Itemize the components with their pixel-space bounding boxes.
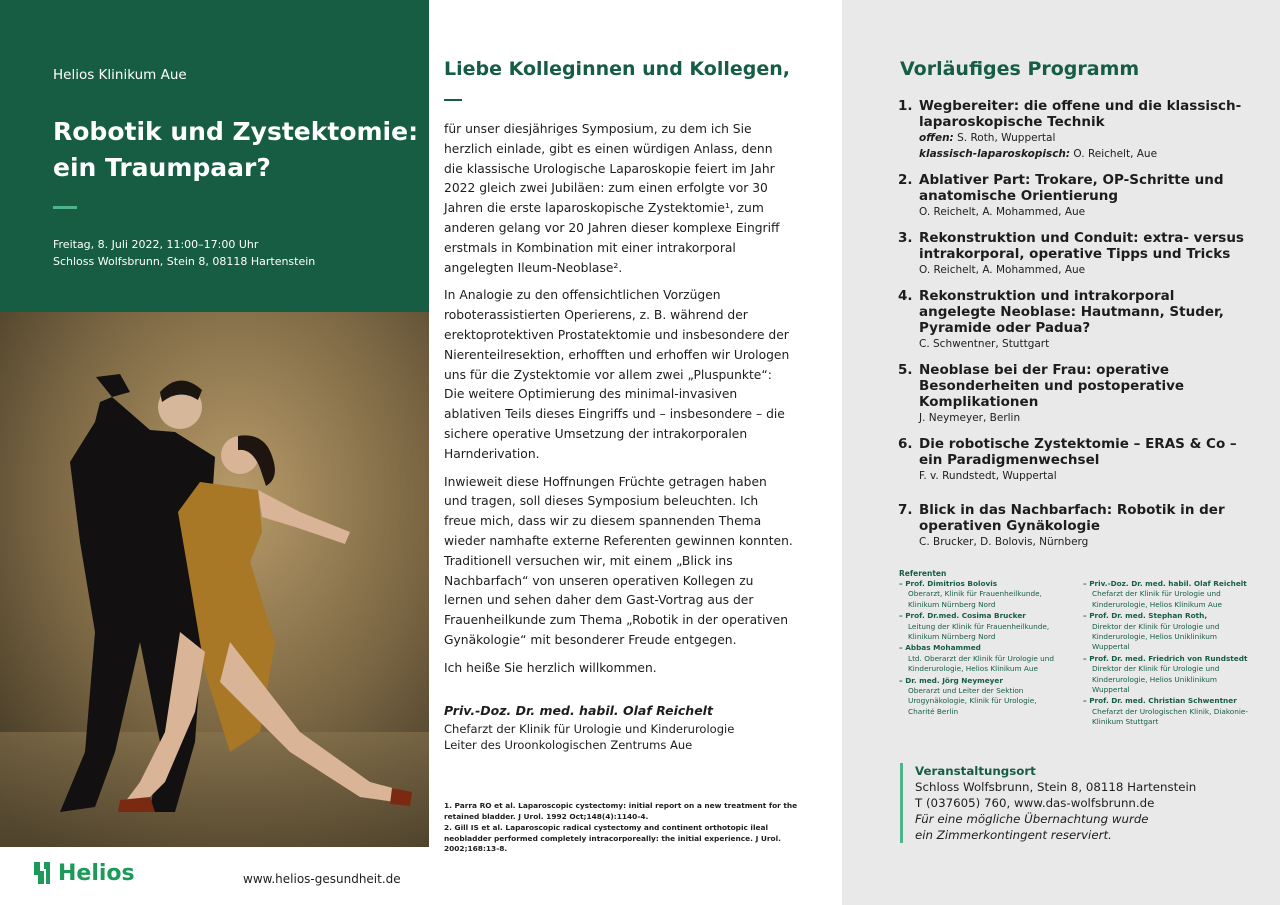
speaker-text: O. Reichelt, A. Mohammed, Aue: [919, 264, 1086, 276]
referent-name: – Prof. Dr. med. Friedrich von Rundstedt: [1083, 654, 1249, 664]
program-item-title: Wegbereiter: die offene und die klassisch-laparoskopische Technik: [919, 98, 1242, 130]
program-item-title: Rekonstruktion und Conduit: extra- versus intrakorporal, operative Tipps und Tricks: [919, 230, 1244, 262]
program-item-title: Rekonstruktion und intrakorporal angelegte Neoblase: Hautmann, Studer, Pyramide oder Padua?: [919, 288, 1224, 336]
dancers-photo: [0, 312, 429, 847]
speaker-text: J. Neymeyer, Berlin: [919, 412, 1021, 424]
program-item-title: Neoblase bei der Frau: operative Besonderheiten und postoperative Komplikationen: [919, 362, 1185, 410]
program-item: [898, 502, 1248, 550]
program-item-body: [919, 362, 1248, 426]
referent: [1083, 696, 1249, 727]
program-item-number: 5.: [898, 362, 913, 378]
referent-name: – Prof. Dr.med. Cosima Brucker: [899, 611, 1065, 621]
program-item-title: Die robotische Zystektomie – ERAS & Co – ein Paradigmenwechsel: [919, 436, 1237, 468]
event-location: Schloss Wolfsbrunn, Stein 8, 08118 Hartenstein: [53, 255, 316, 268]
program-item-speaker: [919, 205, 1248, 220]
referent-name: – Priv.-Doz. Dr. med. habil. Olaf Reichelt: [1083, 579, 1249, 589]
referent-name: – Prof. Dimitrios Bolovis: [899, 579, 1065, 589]
speaker-text: C. Schwentner, Stuttgart: [919, 338, 1050, 350]
referent-description: Ltd. Oberarzt der Klinik für Urologie und Kinderurologie, Helios Klinikum Aue: [908, 653, 1055, 674]
speaker-text: O. Reichelt, A. Mohammed, Aue: [919, 206, 1086, 218]
event-date: Freitag, 8. Juli 2022, 11:00–17:00 Uhr: [53, 238, 259, 251]
referent-description: Oberarzt und Leiter der Sektion Urogynäkologie, Klinik für Urologie, Charité Berlin: [908, 686, 1037, 716]
letter-column: [429, 0, 842, 905]
referents-column: [1083, 579, 1249, 729]
program-item-speaker: [919, 469, 1248, 484]
referent: [899, 676, 1065, 718]
referent: [899, 579, 1065, 610]
program-item-body: [919, 230, 1248, 278]
page-title: [53, 114, 423, 186]
speaker-label: klassisch-laparoskopisch:: [919, 148, 1071, 160]
signature-role: Leiter des Uroonkologischen Zentrums Aue: [444, 738, 693, 752]
signature-role: Chefarzt der Klinik für Urologie und Kinderurologie: [444, 722, 735, 736]
referent-name: – Prof. Dr. med. Christian Schwentner: [1083, 696, 1249, 706]
title-line-1: Robotik und Zystektomie:: [53, 117, 419, 146]
program-item-title: Ablativer Part: Trokare, OP-Schritte und anatomische Orientierung: [919, 172, 1224, 204]
referent: [899, 643, 1065, 674]
program-item: [898, 172, 1248, 220]
venue-block: [900, 763, 1230, 843]
referent: [1083, 611, 1249, 653]
speaker-label: offen:: [919, 132, 954, 144]
program-item-number: 3.: [898, 230, 913, 246]
program-item-body: [919, 502, 1248, 550]
program-item: [898, 436, 1248, 484]
website-link[interactable]: www.helios-gesundheit.de: [243, 872, 401, 886]
venue-contact: T (037605) 760, www.das-wolfsbrunn.de: [915, 796, 1155, 810]
venue-title: Veranstaltungsort: [915, 764, 1036, 778]
referents-column: [899, 579, 1065, 729]
program-item-body: [919, 98, 1248, 162]
title-divider: [53, 206, 77, 209]
referent-description: Direktor der Klinik für Urologie und Kinderurologie, Helios Uniklinikum Wuppertal: [1092, 621, 1220, 652]
program-item-body: [919, 172, 1248, 220]
referents-list: [899, 579, 1249, 729]
venue-note: ein Zimmerkontingent reserviert.: [915, 828, 1112, 842]
program-list: [898, 98, 1248, 560]
referent-description: Chefarzt der Urologischen Klinik, Diakonie-Klinikum Stuttgart: [1092, 706, 1249, 727]
referent: [899, 611, 1065, 642]
event-info: [53, 236, 315, 270]
title-line-2: ein Traumpaar?: [53, 153, 271, 182]
signature-block: [444, 703, 804, 753]
program-title: Vorläufiges Programm: [900, 58, 1140, 80]
letter-paragraph: Inwieweit diese Hoffnungen Früchte getragen haben und tragen, soll dieses Symposium beleuchten. Ich freue mich, dass wir zu diesem spannenden Thema wieder namhafte externe Referenten gewinnen konnten. Traditionell versuchen wir, mit einem „Blick ins Nachbarfach“ von unseren operativen Kollegen zu lernen und sehen daher dem Gast-Vortrag aus der Frauenheilkunde zum Thema „Robotik in der operativen Gynäkologie“ mit besonderer Freude entgegen.: [444, 474, 793, 647]
referent-description: Chefarzt der Klinik für Urologie und Kinderurologie, Helios Klinikum Aue: [1092, 589, 1223, 609]
program-item-speaker: [919, 131, 1248, 146]
referent: [1083, 579, 1249, 610]
referent-description: Leitung der Klinik für Frauenheilkunde, Klinikum Nürnberg Nord: [908, 621, 1050, 642]
letter-greeting: Liebe Kolleginnen und Kollegen,: [444, 58, 791, 80]
program-item-speaker: [919, 411, 1248, 426]
helios-logo: [32, 860, 135, 886]
speaker-text: O. Reichelt, Aue: [1070, 148, 1158, 160]
dancers-illustration: [0, 312, 429, 847]
referent: [1083, 654, 1249, 696]
referent-name: – Abbas Mohammed: [899, 643, 1065, 653]
helios-logo-icon: [32, 860, 52, 886]
program-item-speaker: [919, 535, 1248, 550]
program-item-number: 6.: [898, 436, 913, 452]
signature-name: Priv.-Doz. Dr. med. habil. Olaf Reichelt: [444, 703, 713, 718]
referent-description: Oberarzt, Klinik für Frauenheilkunde, Klinikum Nürnberg Nord: [908, 589, 1042, 609]
footnotes: [444, 801, 804, 856]
program-item: [898, 98, 1248, 162]
left-panel: [0, 0, 429, 905]
logo-text: Helios: [58, 860, 135, 886]
program-item-number: 1.: [898, 98, 913, 114]
program-item-speaker: [919, 337, 1248, 352]
speaker-text: F. v. Rundstedt, Wuppertal: [919, 470, 1057, 482]
program-item-number: 4.: [898, 288, 913, 304]
speaker-text: S. Roth, Wuppertal: [953, 132, 1056, 144]
referents-title: Referenten: [899, 569, 947, 578]
clinic-name: Helios Klinikum Aue: [53, 67, 187, 83]
speaker-text: C. Brucker, D. Bolovis, Nürnberg: [919, 536, 1089, 548]
referent-name: – Prof. Dr. med. Stephan Roth,: [1083, 611, 1249, 621]
program-item-number: 7.: [898, 502, 913, 518]
venue-note: Für eine mögliche Übernachtung wurde: [915, 812, 1149, 826]
program-item-speaker: [919, 263, 1248, 278]
footnote: 1. Parra RO et al. Laparoscopic cystectomy: initial report on a new treatment for the retained bladder. J Urol. 1992 Oct;148(4):1140-4.: [444, 801, 798, 821]
referent-description: Direktor der Klinik für Urologie und Kinderurologie, Helios Uniklinikum Wuppertal: [1092, 664, 1220, 695]
greeting-divider: [444, 99, 462, 101]
program-item-title: Blick in das Nachbarfach: Robotik in der operativen Gynäkologie: [919, 502, 1225, 534]
program-item-body: [919, 288, 1248, 352]
footnote: 2. Gill IS et al. Laparoscopic radical cystectomy and continent orthotopic ileal neobladder performed completely intracorporeally: the initial experience. J Urol. 2002;168:13-8.: [444, 823, 781, 853]
letter-paragraph: Ich heiße Sie herzlich willkommen.: [444, 660, 657, 675]
program-item-body: [919, 436, 1248, 484]
venue-address: Schloss Wolfsbrunn, Stein 8, 08118 Hartenstein: [915, 780, 1197, 794]
program-item-speaker: [919, 147, 1248, 162]
program-item: [898, 362, 1248, 426]
program-item: [898, 230, 1248, 278]
letter-paragraph: für unser diesjähriges Symposium, zu dem ich Sie herzlich einlade, gibt es einen würdigen Anlass, denn die klassische Urologische Laparoskopie feiert im Jahr 2022 gleich zwei Jubiläen: zum einen erfolgte vor 30 Jahren die erste laparoskopische Zystektomie¹, zum anderen gelang vor 20 Jahren dieser komplexe Eingriff erstmals in Kombination mit einer intrakorporal angelegten Ileum-Neoblase².: [444, 122, 780, 275]
program-item: [898, 288, 1248, 352]
program-column: [842, 0, 1280, 905]
letter-body: [444, 120, 794, 687]
program-item-number: 2.: [898, 172, 913, 188]
letter-paragraph: In Analogie zu den offensichtlichen Vorzügen roboterassistierten Operierens, z. B. während der erektoprotektiven Prostatektomie und insbesondere der Nierenteilresektion, erhofften und erhoffen wir Urologen uns für die Zystektomie vor allem zwei „Pluspunkte“: Die weitere Optimierung des minimal-invasiven ablativen Teils dieses Eingriffs und – insbesondere – die sichere operative Umsetzung der intrakorporalen Harnderivation.: [444, 288, 790, 461]
referent-name: – Dr. med. Jörg Neymeyer: [899, 676, 1065, 686]
